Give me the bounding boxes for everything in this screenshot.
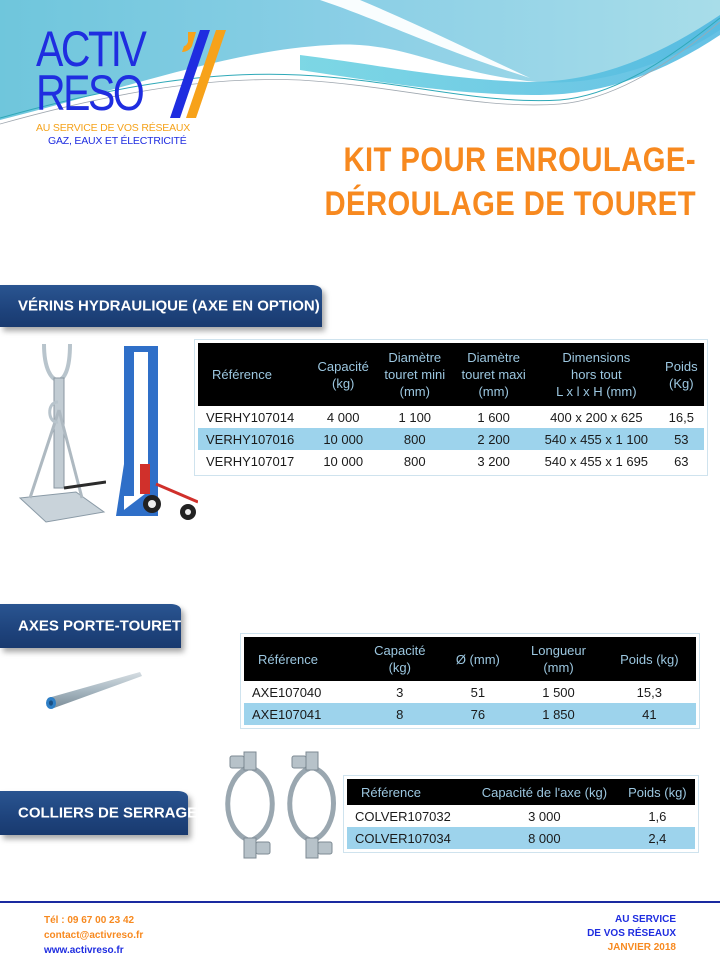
cell-weight: 53 [659, 428, 704, 450]
col-header-reference: Référence [198, 343, 310, 406]
cell-reference: VERHY107014 [206, 409, 295, 425]
table-row [347, 827, 695, 849]
cell-dimensions: 540 x 455 x 1 100 [534, 428, 659, 450]
table-row [198, 406, 704, 428]
cell-weight: 1,6 [648, 808, 667, 824]
section-banner-reel-axles [0, 604, 181, 648]
footer-email-link[interactable]: contact@activreso.fr [44, 930, 144, 941]
col-header-dimensions: Dimensions hors tout L x l x H (mm) [534, 343, 659, 406]
cell-min-diameter: 800 [376, 428, 453, 450]
col-header-weight: Poids (kg) [603, 637, 696, 681]
cell-reference: COLVER107034 [347, 827, 469, 849]
cell-reference: VERHY107017 [206, 453, 295, 469]
footer-divider [0, 901, 720, 903]
footer-phone: Tél : 09 67 00 23 42 [44, 915, 135, 926]
cell-weight: 15,3 [636, 684, 662, 700]
cell-diameter: 76 [441, 703, 514, 725]
cell-axle-capacity: 8 000 [469, 827, 620, 849]
footer-slogan-line2: DE VOS RÉSEAUX [587, 928, 676, 939]
section-banner-hydraulic-jacks [0, 285, 322, 327]
cell-weight: 63 [674, 453, 689, 469]
clamp-collars-image [212, 748, 342, 864]
cell-weight: 16,5 [668, 409, 694, 425]
cell-capacity: 3 [396, 684, 404, 700]
col-header-capacity: Capacité (kg) [310, 343, 376, 406]
table-row [244, 703, 696, 725]
section-banner-label: COLLIERS DE SERRAGE [18, 804, 198, 822]
cell-max-diameter: 3 200 [477, 453, 510, 469]
cell-capacity: 10 000 [310, 428, 376, 450]
cell-reference: VERHY107016 [198, 428, 310, 450]
cell-min-diameter: 800 [403, 453, 426, 469]
col-header-diameter: Ø (mm) [441, 637, 514, 681]
logo-text-reso: RESO [36, 65, 143, 121]
logo-text-activ: ACTIV [36, 21, 145, 77]
hydraulic-jack-stand-image [18, 340, 106, 526]
logo-tagline-service: AU SERVICE DE VOS RÉSEAUX [36, 122, 191, 134]
col-header-max-diameter: Diamètre touret maxi (mm) [453, 343, 534, 406]
reel-axles-table [244, 637, 696, 725]
page-title [324, 138, 696, 226]
logo-slashes-icon [166, 30, 226, 118]
table-header-row [198, 343, 704, 406]
table-row [244, 681, 696, 703]
table-row [347, 805, 695, 827]
cell-diameter: 51 [470, 684, 486, 700]
clamp-collars-table [347, 779, 695, 849]
col-header-capacity: Capacité (kg) [358, 637, 441, 681]
cell-axle-capacity: 3 000 [528, 808, 561, 824]
cell-capacity: 4 000 [326, 409, 360, 425]
footer-website-link[interactable]: www.activreso.fr [44, 945, 124, 956]
footer-contact [44, 913, 143, 958]
section-banner-label: AXES PORTE-TOURET [18, 617, 182, 635]
hydraulic-jack-trolley-image [116, 344, 198, 522]
cell-dimensions: 400 x 200 x 625 [550, 409, 643, 425]
cell-capacity: 8 [358, 703, 441, 725]
section-banner-label: VÉRINS HYDRAULIQUE (AXE EN OPTION) [18, 297, 320, 315]
cell-capacity: 10 000 [323, 453, 364, 469]
cell-length: 1 850 [514, 703, 602, 725]
cell-min-diameter: 1 100 [398, 409, 432, 425]
col-header-reference: Référence [347, 779, 469, 805]
cell-reference: COLVER107032 [355, 808, 451, 824]
col-header-reference: Référence [244, 637, 358, 681]
col-header-length: Longueur (mm) [514, 637, 602, 681]
col-header-weight: Poids (Kg) [659, 343, 704, 406]
table-row [198, 450, 704, 472]
hydraulic-jacks-table [198, 343, 704, 472]
cell-max-diameter: 2 200 [453, 428, 534, 450]
cell-reference: AXE107041 [244, 703, 358, 725]
reel-axle-image [44, 668, 144, 712]
section-banner-clamp-collars [0, 791, 198, 835]
cell-reference: AXE107040 [252, 684, 322, 700]
cell-dimensions: 540 x 455 x 1 695 [544, 453, 649, 469]
cell-length: 1 500 [542, 684, 575, 700]
col-header-weight: Poids (kg) [620, 779, 695, 805]
page-title-line2: DÉROULAGE DE TOURET [324, 185, 696, 223]
col-header-axle-capacity: Capacité de l'axe (kg) [469, 779, 620, 805]
table-row [198, 428, 704, 450]
cell-weight: 2,4 [620, 827, 695, 849]
logo-tagline-utilities: GAZ, EAUX ET ÉLECTRICITÉ [48, 135, 187, 147]
footer-slogan-line1: AU SERVICE [615, 914, 676, 925]
table-header-row [347, 779, 695, 805]
table-header-row [244, 637, 696, 681]
cell-max-diameter: 1 600 [477, 409, 510, 425]
brand-logo [36, 21, 226, 150]
col-header-min-diameter: Diamètre touret mini (mm) [376, 343, 453, 406]
footer-date: JANVIER 2018 [607, 942, 676, 953]
page-title-line1: KIT POUR ENROULAGE- [343, 141, 696, 179]
footer-info [587, 913, 676, 955]
cell-weight: 41 [603, 703, 696, 725]
